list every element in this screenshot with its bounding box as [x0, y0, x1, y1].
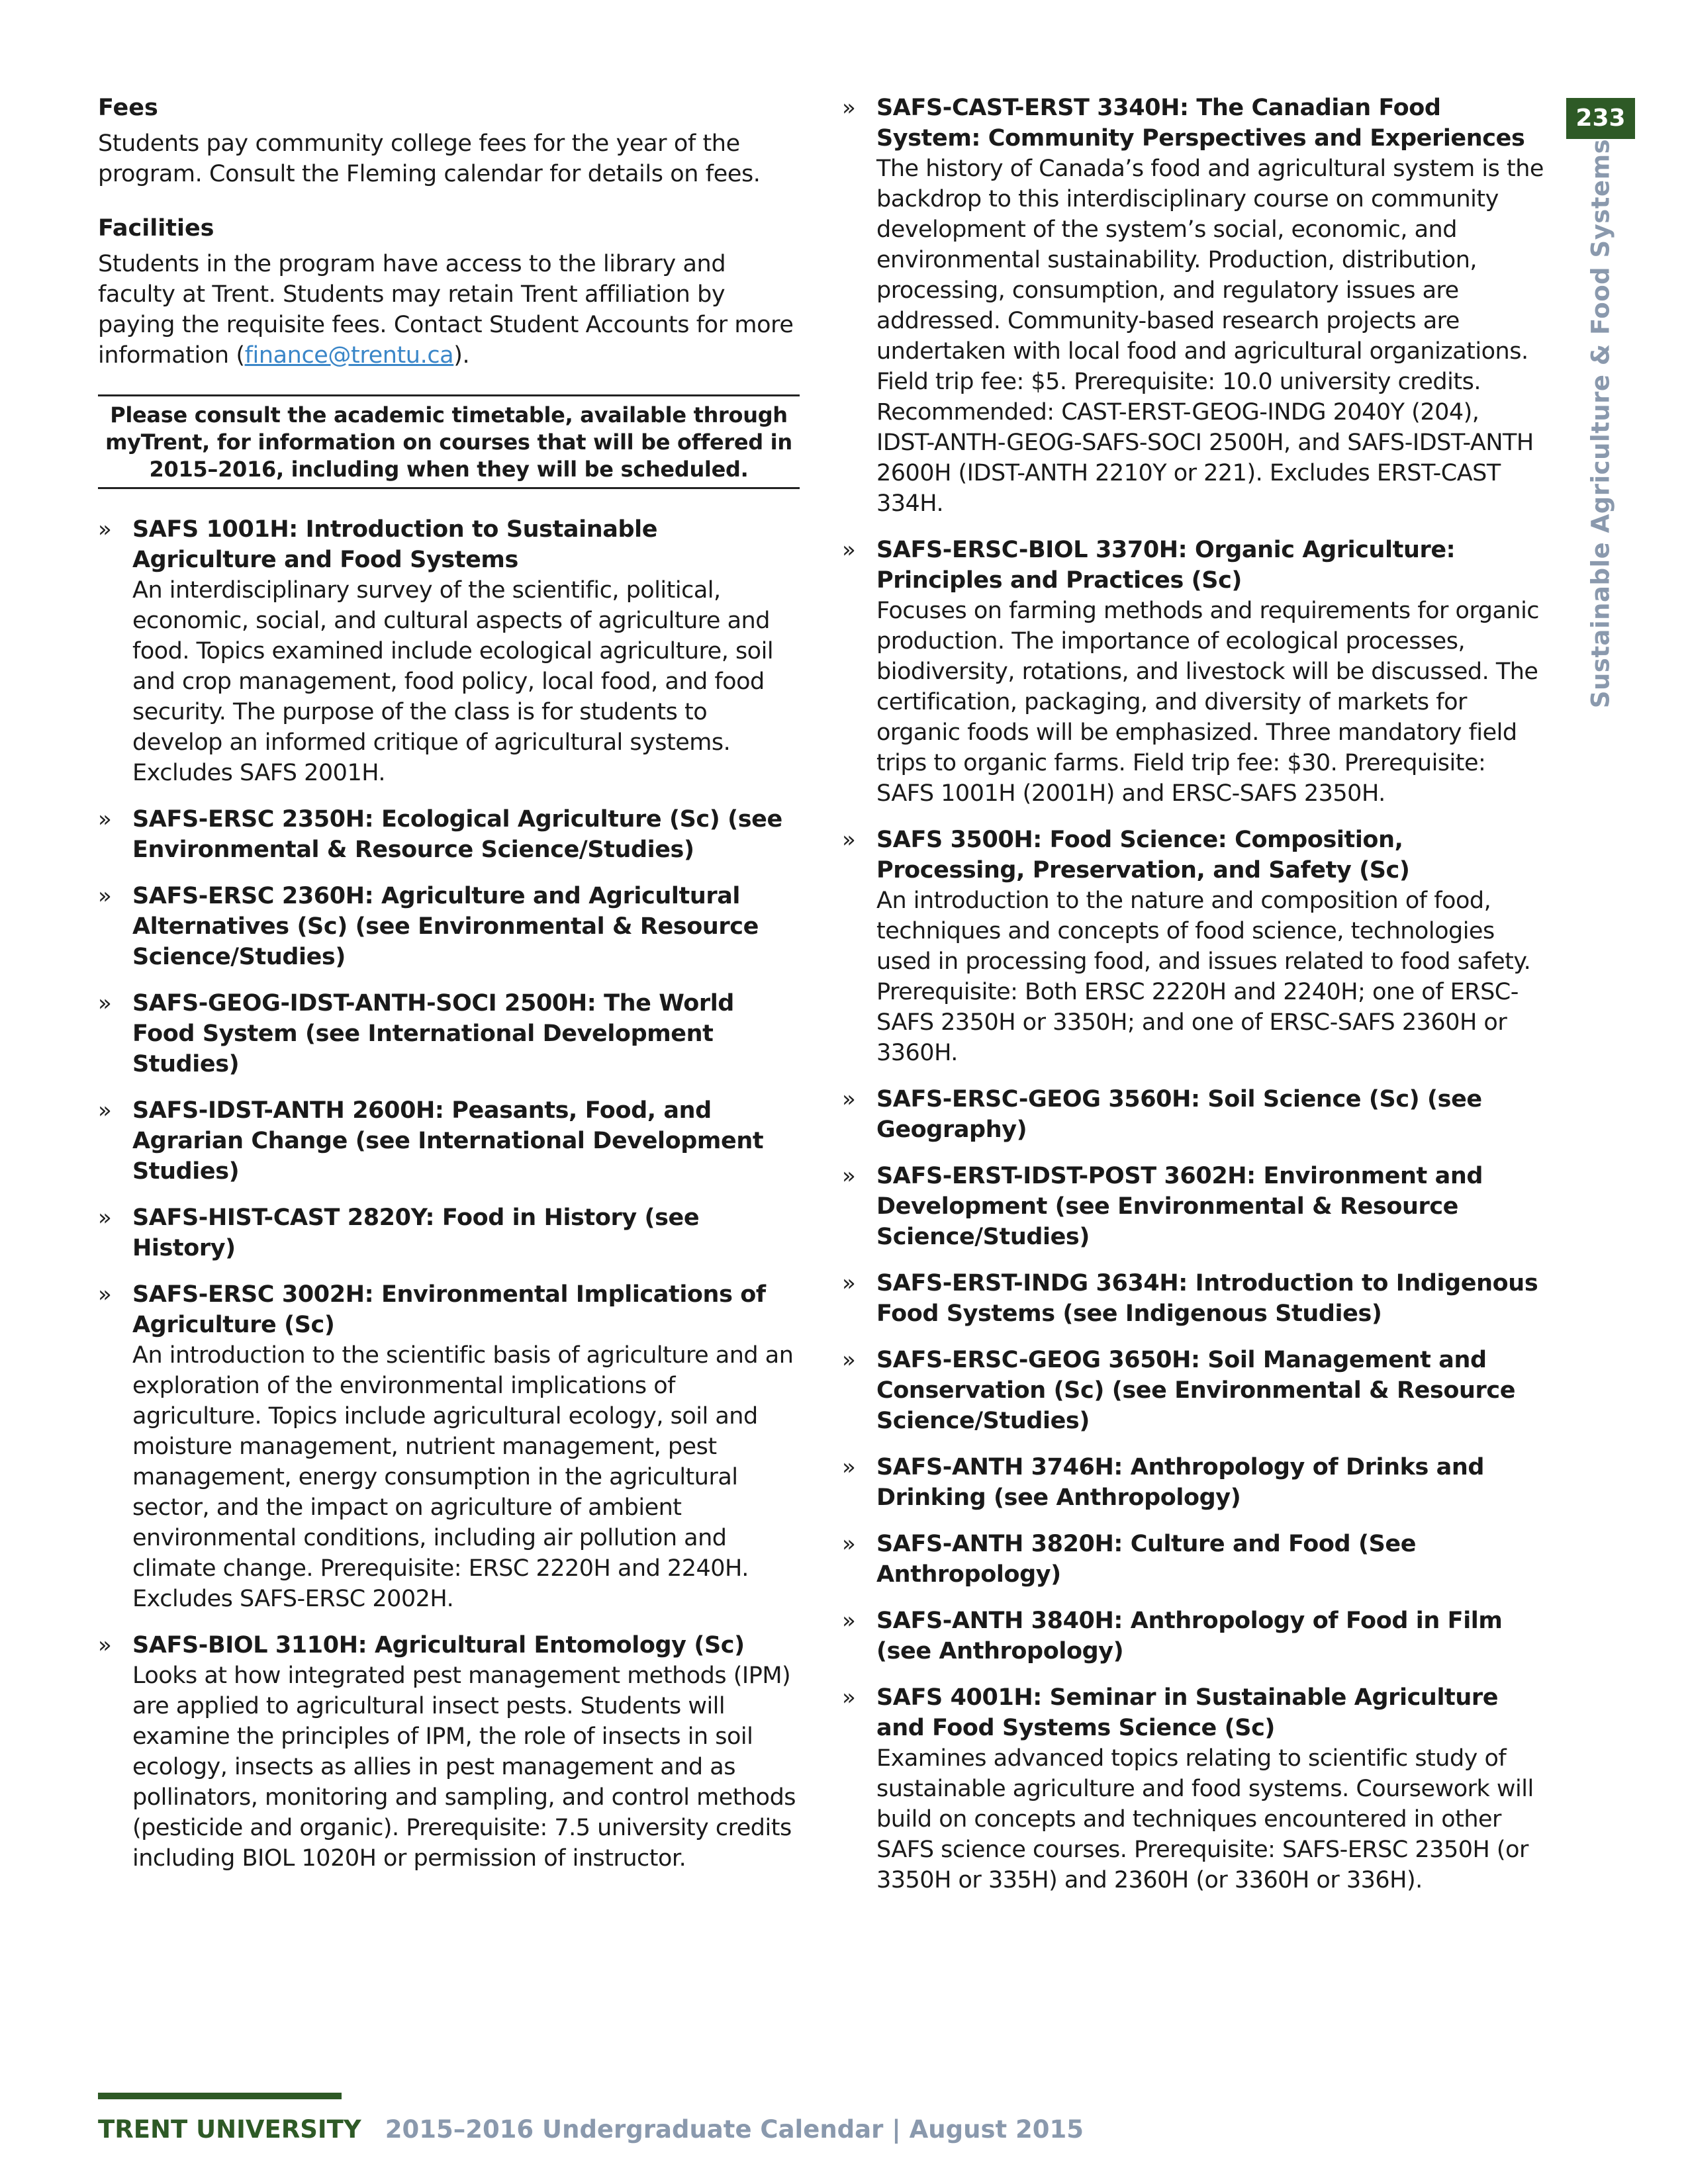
- course-item: [842, 1682, 1544, 1895]
- course-item: [98, 1630, 800, 1874]
- course-title: SAFS-BIOL 3110H: Agricultural Entomology (Sc): [132, 1632, 745, 1659]
- course-title: SAFS 4001H: Seminar in Sustainable Agriculture and Food Systems Science (Sc): [876, 1684, 1499, 1741]
- course-title: SAFS-IDST-ANTH 2600H: Peasants, Food, and Agrarian Change (see International Development Studies): [132, 1097, 764, 1185]
- course-title: SAFS-CAST-ERST 3340H: The Canadian Food System: Community Perspectives and Experiences: [876, 95, 1525, 152]
- course-item: [842, 1345, 1544, 1436]
- bullet-icon: »: [842, 1086, 856, 1113]
- fees-text: Students pay community college fees for the year of the program. Consult the Fleming calendar for details on fees.: [98, 130, 761, 187]
- course-description: An interdisciplinary survey of the scientific, political, economic, social, and cultural aspects of agriculture and food. Topics examined include ecological agriculture, soil and crop management, food policy, local food, and food security. The purpose of the class is for students to develop an informed critique of agricultural systems. Excludes SAFS 2001H.: [132, 577, 774, 786]
- course-description: An introduction to the nature and composition of food, techniques and concepts of food science, technologies used in processing food, and issues related to food safety. Prerequisite: Both ERSC 2220H and 2240H; one of ERSC-SAFS 2350H or 3350H; and one of ERSC-SAFS 2360H or 3360H.: [876, 887, 1531, 1066]
- right-course-list: [842, 93, 1544, 1895]
- course-description: Focuses on farming methods and requirements for organic production. The importance of ecological processes, biodiversity, rotations, and livestock will be discussed. The certification, packaging, and diversity of markets for organic foods will be emphasized. Three mandatory field trips to organic farms. Field trip fee: $30. Prerequisite: SAFS 1001H (2001H) and ERSC-SAFS 2350H.: [876, 598, 1540, 807]
- bullet-icon: »: [842, 1347, 856, 1373]
- bullet-icon: »: [842, 1531, 856, 1557]
- left-course-list: [98, 514, 800, 1874]
- course-title: SAFS 1001H: Introduction to Sustainable Agriculture and Food Systems: [132, 516, 658, 573]
- right-column: [842, 93, 1544, 1911]
- course-item: [98, 1095, 800, 1187]
- course-item: [842, 1606, 1544, 1666]
- bullet-icon: »: [842, 95, 856, 121]
- bullet-icon: »: [842, 1163, 856, 1189]
- course-item: [98, 804, 800, 865]
- timetable-notice: Please consult the academic timetable, available through myTrent, for information on courses that will be offered in 2015–2016, including when they will be scheduled.: [98, 394, 800, 489]
- course-title: SAFS-GEOG-IDST-ANTH-SOCI 2500H: The World Food System (see International Development Studies): [132, 990, 734, 1077]
- bullet-icon: »: [98, 1205, 112, 1231]
- footer: [98, 2115, 1084, 2144]
- course-title: SAFS-ERST-IDST-POST 3602H: Environment and Development (see Environmental & Resource Science/Studies): [876, 1163, 1483, 1250]
- bullet-icon: »: [98, 1632, 112, 1659]
- course-item: [98, 1279, 800, 1614]
- facilities-text-after: ).: [453, 342, 470, 369]
- bullet-icon: »: [98, 806, 112, 833]
- course-title: SAFS-ERSC 3002H: Environmental Implications of Agriculture (Sc): [132, 1281, 766, 1338]
- facilities-text-before: Students in the program have access to the library and faculty at Trent. Students may retain Trent affiliation by paying the requisite fees. Contact Student Accounts for more information (: [98, 251, 794, 369]
- bullet-icon: »: [842, 1608, 856, 1634]
- course-title: SAFS-ERSC 2360H: Agriculture and Agricultural Alternatives (Sc) (see Environmental & Resource Science/Studies): [132, 883, 759, 970]
- course-item: [98, 988, 800, 1079]
- course-description: An introduction to the scientific basis of agriculture and an exploration of the environmental implications of agriculture. Topics include agricultural ecology, soil and moisture management, nutrient management, pest management, energy consumption in the agricultural sector, and the impact on agriculture of ambient environmental conditions, including air pollution and climate change. Prerequisite: ERSC 2220H and 2240H. Excludes SAFS-ERSC 2002H.: [132, 1342, 794, 1612]
- section-side-tab: Sustainable Agriculture & Food Systems: [1586, 138, 1615, 709]
- course-item: [98, 881, 800, 972]
- course-item: [842, 1084, 1544, 1145]
- course-title: SAFS-ANTH 3820H: Culture and Food (See Anthropology): [876, 1531, 1417, 1588]
- fees-heading: Fees: [98, 95, 158, 121]
- course-item: [842, 1529, 1544, 1590]
- bullet-icon: »: [842, 827, 856, 853]
- bullet-icon: »: [98, 1281, 112, 1308]
- course-description: Looks at how integrated pest management methods (IPM) are applied to agricultural insect pests. Students will examine the principles of IPM, the role of insects in soil ecology, insects as allies in pest management and as pollinators, monitoring and sampling, and control methods (pesticide and organic). Prerequisite: 7.5 university credits including BIOL 1020H or permission of instructor.: [132, 1662, 796, 1872]
- course-title: SAFS 3500H: Food Science: Composition, Processing, Preservation, and Safety (Sc): [876, 827, 1410, 884]
- course-title: SAFS-ERSC-BIOL 3370H: Organic Agriculture: Principles and Practices (Sc): [876, 537, 1456, 594]
- course-title: SAFS-ANTH 3746H: Anthropology of Drinks and Drinking (see Anthropology): [876, 1454, 1485, 1511]
- facilities-heading: Facilities: [98, 215, 214, 242]
- footer-accent-bar: [98, 2093, 342, 2099]
- bullet-icon: »: [842, 537, 856, 563]
- course-item: [98, 1203, 800, 1263]
- left-column: [98, 93, 800, 1889]
- course-title: SAFS-ERSC-GEOG 3650H: Soil Management and Conservation (Sc) (see Environmental & Resource Science/Studies): [876, 1347, 1516, 1434]
- bullet-icon: »: [98, 883, 112, 909]
- bullet-icon: »: [842, 1454, 856, 1480]
- bullet-icon: »: [98, 1097, 112, 1124]
- course-item: [842, 535, 1544, 809]
- course-item: [842, 825, 1544, 1068]
- course-title: SAFS-ERSC 2350H: Ecological Agriculture (Sc) (see Environmental & Resource Science/Studies): [132, 806, 782, 863]
- bullet-icon: »: [98, 990, 112, 1017]
- course-item: [842, 1452, 1544, 1513]
- bullet-icon: »: [842, 1270, 856, 1297]
- course-description: The history of Canada’s food and agricultural system is the backdrop to this interdisciplinary course on community development of the system’s social, economic, and environmental sustainability. Production, distribution, processing, consumption, and regulatory issues are addressed. Community-based research projects are undertaken with local food and agricultural organizations. Field trip fee: $5. Prerequisite: 10.0 university credits. Recommended: CAST-ERST-GEOG-INDG 2040Y (204), IDST-ANTH-GEOG-SAFS-SOCI 2500H, and SAFS-IDST-ANTH 2600H (IDST-ANTH 2210Y or 221). Excludes ERST-CAST 334H.: [876, 156, 1544, 517]
- footer-university: TRENT UNIVERSITY: [98, 2115, 361, 2144]
- course-item: [98, 514, 800, 788]
- course-item: [842, 1161, 1544, 1252]
- bullet-icon: »: [842, 1684, 856, 1711]
- page-number: 233: [1566, 98, 1635, 139]
- course-title: SAFS-ERST-INDG 3634H: Introduction to Indigenous Food Systems (see Indigenous Studies): [876, 1270, 1538, 1327]
- course-title: SAFS-ANTH 3840H: Anthropology of Food in Film (see Anthropology): [876, 1608, 1503, 1664]
- facilities-text: [98, 249, 800, 371]
- course-title: SAFS-HIST-CAST 2820Y: Food in History (see History): [132, 1205, 700, 1261]
- course-item: [842, 93, 1544, 519]
- course-item: [842, 1268, 1544, 1329]
- bullet-icon: »: [98, 516, 112, 543]
- course-description: Examines advanced topics relating to scientific study of sustainable agriculture and food systems. Coursework will build on concepts and techniques encountered in other SAFS science courses. Prerequisite: SAFS-ERSC 2350H (or 3350H or 335H) and 2360H (or 3360H or 336H).: [876, 1745, 1534, 1893]
- footer-calendar: 2015–2016 Undergraduate Calendar | August 2015: [385, 2115, 1084, 2144]
- course-title: SAFS-ERSC-GEOG 3560H: Soil Science (Sc) (see Geography): [876, 1086, 1482, 1143]
- finance-email-link[interactable]: finance@trentu.ca: [244, 342, 454, 369]
